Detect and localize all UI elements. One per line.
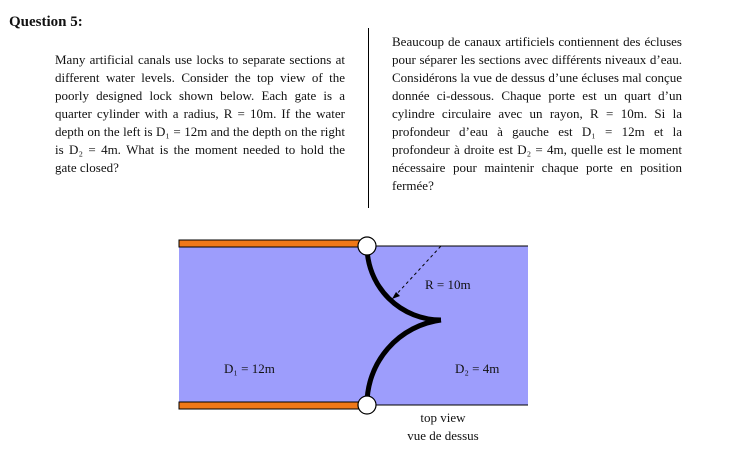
question-heading: Question 5:: [9, 14, 83, 30]
radius-label: R = 10m: [425, 277, 471, 292]
top-hinge: [358, 237, 376, 255]
canal-water: [179, 246, 528, 405]
french-problem-text: Beaucoup de canaux artificiels contiennent des écluses pour séparer les sections avec différents niveaux d’eau. Considérons la vue de dessus d’une écluses mal conçue donnée ci-dessous. Chaque porte est un quart d’un cylindre circulaire avec un rayon, R = 10m. Si la profondeur d’eau à gauche est D₁ = 12m et la profondeur à droite est D₂ = 4m, quelle est le moment nécessaire pour maintenir chaque porte en position fermée?: [392, 34, 682, 193]
left-depth-label: D₁ = 12m: [224, 361, 275, 376]
bottom-wall: [179, 402, 367, 409]
right-depth-label: D₂ = 4m: [455, 361, 500, 376]
caption-french: vue de dessus: [407, 428, 479, 443]
caption-english: top view: [420, 410, 466, 425]
top-wall: [179, 240, 367, 247]
bottom-hinge: [358, 396, 376, 414]
english-problem-text: Many artificial canals use locks to separate sections at different water levels. Consider the top view of the poorly designed lock shown below. Each gate is a quarter cylinder with a radius, R = 10m. If the water depth on the left is D₁ = 12m and the depth on the right is D₂ = 4m. What is the moment needed to hold the gate closed?: [55, 52, 345, 175]
